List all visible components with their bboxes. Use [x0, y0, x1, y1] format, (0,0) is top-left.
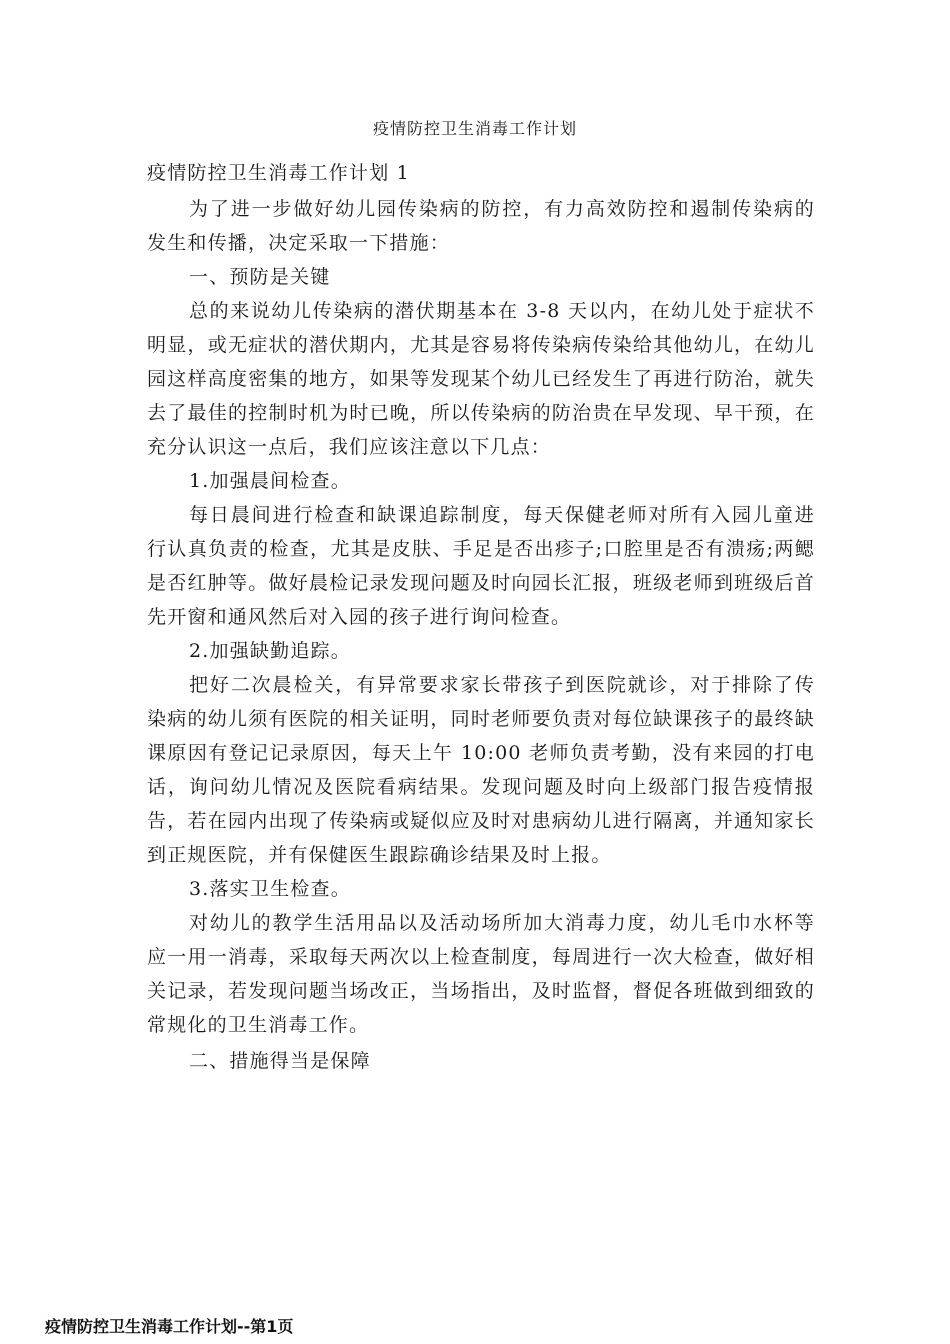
document-body: [147, 156, 815, 1078]
paragraph-intro: 为了进一步做好幼儿园传染病的防控，有力高效防控和遏制传染病的发生和传播，决定采取一下措施：: [147, 198, 815, 254]
page-footer: 疫情防控卫生消毒工作计划--第1页: [45, 1317, 294, 1336]
heading-absence-tracking: 2.加强缺勤追踪。: [189, 640, 351, 662]
document-title: 疫情防控卫生消毒工作计划: [372, 119, 577, 138]
section-heading: 疫情防控卫生消毒工作计划 1: [147, 162, 410, 184]
paragraph-absence-tracking: 把好二次晨检关，有异常要求家长带孩子到医院就诊，对于排除了传染病的幼儿须有医院的相关证明，同时老师要负责对每位缺课孩子的最终缺课原因有登记记录原因，每天上午 10:00 老师负责考勤，没有来园的打电话，询问幼儿情况及医院看病结果。发现问题及时向上级部门报告疫情报告，若在园内出现了传染病或疑似应及时对患病幼儿进行隔离，并通知家长到正规医院，并有保健医生跟踪确诊结果及时上报。: [147, 674, 815, 866]
heading-measures: 二、措施得当是保障: [189, 1050, 371, 1072]
paragraph-prevention: 总的来说幼儿传染病的潜伏期基本在 3-8 天以内，在幼儿处于症状不明显，或无症状的潜伏期内，尤其是容易将传染病传染给其他幼儿，在幼儿园这样高度密集的地方，如果等发现某个幼儿已经发生了再进行防治，就失去了最佳的控制时机为时已晚，所以传染病的防治贵在早发现、早干预，在充分认识这一点后，我们应该注意以下几点：: [147, 300, 815, 458]
heading-hygiene-check: 3.落实卫生检查。: [189, 878, 351, 900]
heading-morning-check: 1.加强晨间检查。: [189, 470, 351, 492]
paragraph-hygiene-check: 对幼儿的教学生活用品以及活动场所加大消毒力度，幼儿毛巾水杯等应一用一消毒，采取每天两次以上检查制度，每周进行一次大检查，做好相关记录，若发现问题当场改正，当场指出，及时监督，督促各班做到细致的常规化的卫生消毒工作。: [147, 912, 815, 1036]
heading-prevention: 一、预防是关键: [189, 266, 331, 288]
paragraph-morning-check: 每日晨间进行检查和缺课追踪制度，每天保健老师对所有入园儿童进行认真负责的检查，尤其是皮肤、手足是否出疹子;口腔里是否有溃疡;两鳃是否红肿等。做好晨检记录发现问题及时向园长汇报，班级老师到班级后首先开窗和通风然后对入园的孩子进行询问检查。: [147, 504, 815, 628]
